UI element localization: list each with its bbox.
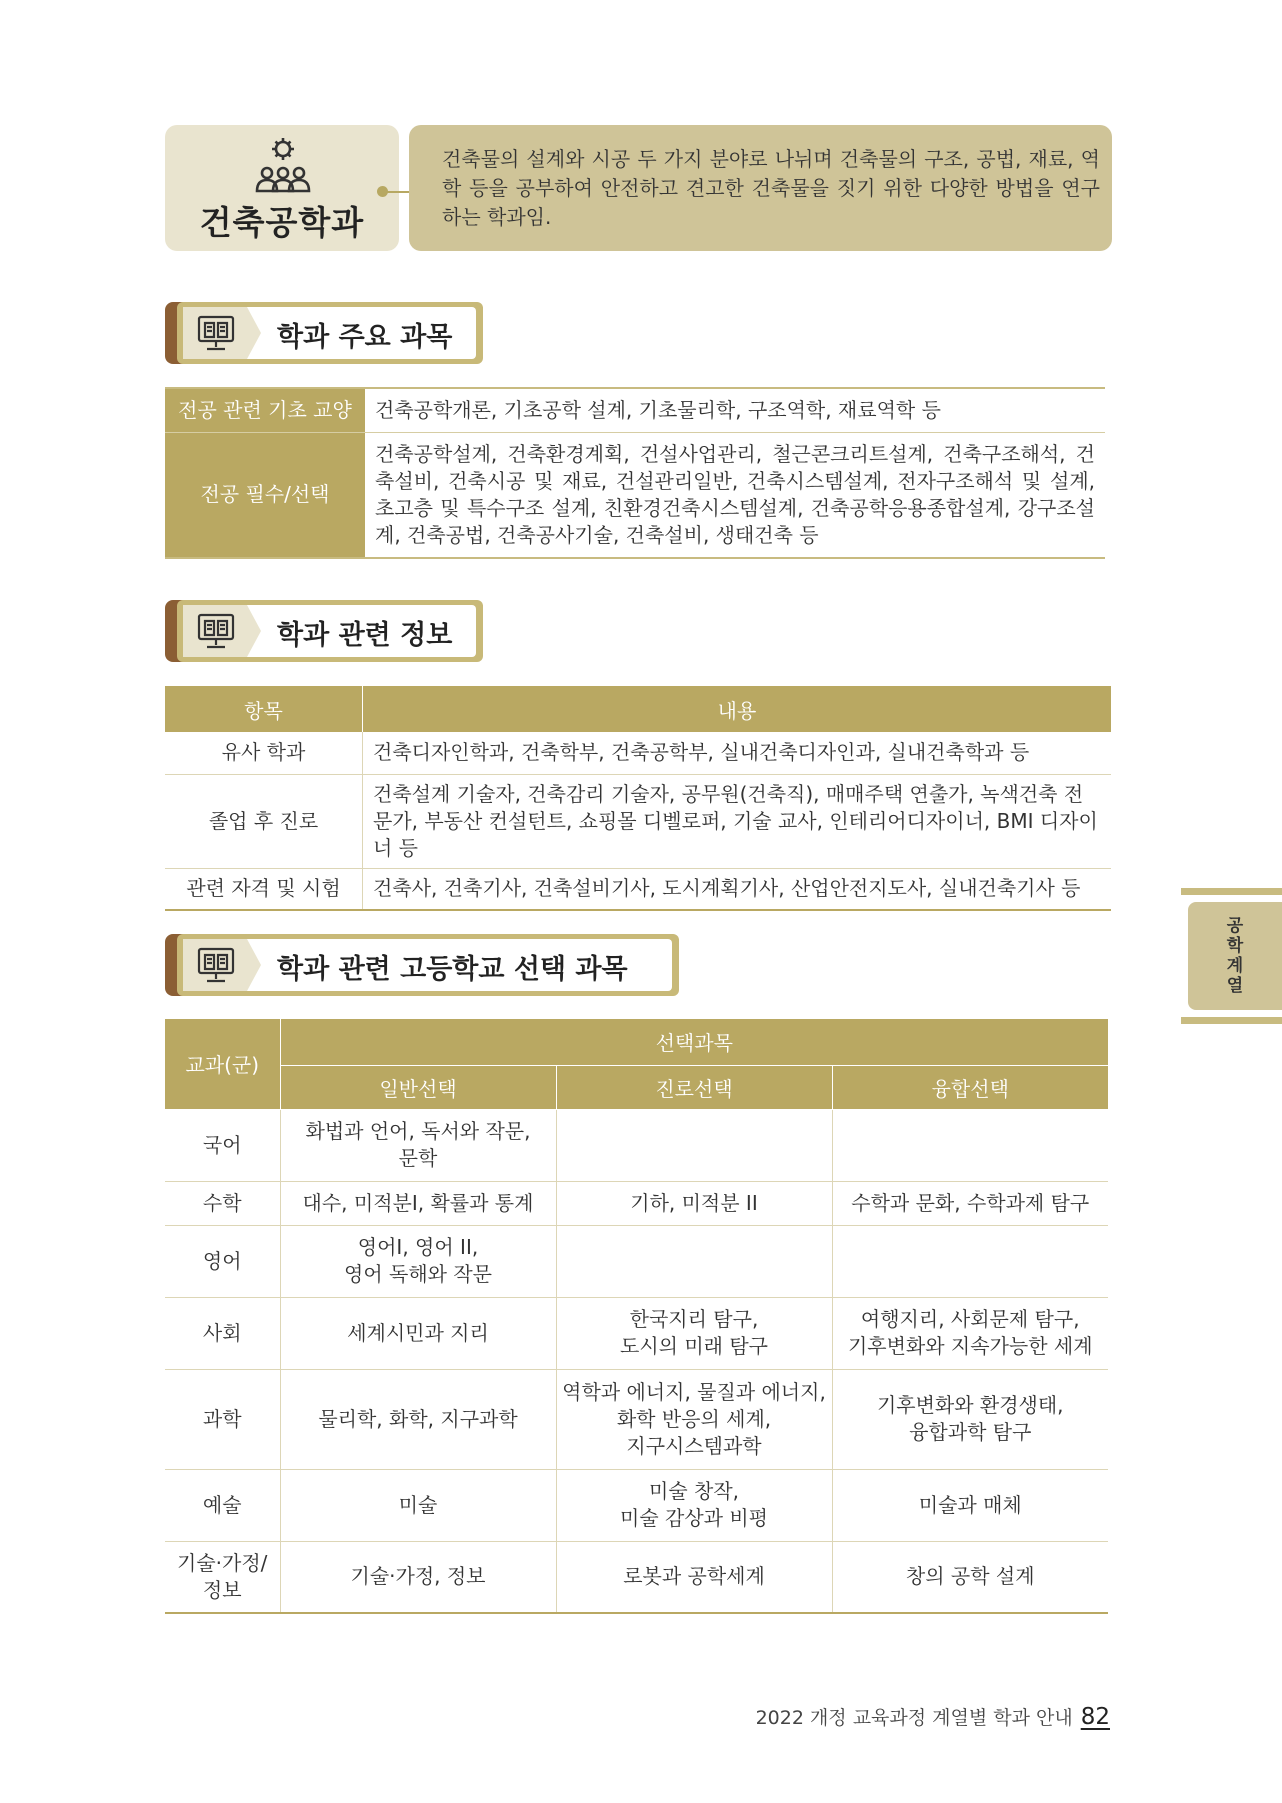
cell-general: 영어I, 영어 II, 영어 독해와 작문	[280, 1225, 556, 1297]
footer	[756, 1703, 1110, 1730]
row-label: 전공 관련 기초 교양	[165, 388, 365, 432]
section-title: 학과 관련 고등학교 선택 과목	[277, 954, 628, 985]
side-tab-rule	[1181, 888, 1282, 895]
row-subject: 국어	[165, 1109, 280, 1181]
row-content: 건축공학설계, 건축환경계획, 건설사업관리, 철근콘크리트설계, 건축구조해석, 건축설비, 건축시공 및 재료, 건설관리일반, 건축시스템설계, 전자구조해석 및 설계, 초고층 및 특수구조 설계, 친환경건축시스템설계, 건축공학응용종합설계, 강구조설계, 건축공법, 건축공사기술, 건축설비, 생태건축 등	[365, 432, 1105, 558]
side-tab-label: 공학계열	[1226, 916, 1244, 996]
cell-fusion: 여행지리, 사회문제 탐구, 기후변화와 지속가능한 세계	[832, 1297, 1108, 1369]
department-name-box	[165, 125, 399, 251]
cell-career	[556, 1109, 832, 1181]
cell-general: 미술	[280, 1469, 556, 1541]
row-subject: 기술·가정/ 정보	[165, 1541, 280, 1613]
table-row	[165, 1541, 1108, 1613]
cell-general: 물리학, 화학, 지구과학	[280, 1369, 556, 1469]
connector-dot	[377, 186, 388, 197]
row-item: 졸업 후 진로	[165, 774, 363, 868]
cell-career: 기하, 미적분 II	[556, 1181, 832, 1225]
column-header-fusion: 융합선택	[832, 1065, 1108, 1109]
side-tab	[1188, 902, 1282, 1010]
table-row	[165, 732, 1111, 774]
department-description: 건축물의 설계와 시공 두 가지 분야로 나뉘며 건축물의 구조, 공법, 재료, 역학 등을 공부하여 안전하고 견고한 건축물을 짓기 위한 다양한 방법을 연구하는 학과임.	[409, 125, 1112, 251]
cell-career: 한국지리 탐구, 도시의 미래 탐구	[556, 1297, 832, 1369]
cell-career: 미술 창작, 미술 감상과 비평	[556, 1469, 832, 1541]
table-row	[165, 774, 1111, 868]
cell-fusion: 수학과 문화, 수학과제 탐구	[832, 1181, 1108, 1225]
monitor-book-icon	[197, 947, 235, 985]
section-title: 학과 관련 정보	[277, 620, 453, 651]
column-header-group: 선택과목	[280, 1019, 1108, 1065]
column-header: 내용	[363, 686, 1112, 732]
major-subjects-table	[165, 387, 1105, 559]
row-item: 유사 학과	[165, 732, 363, 774]
column-header: 항목	[165, 686, 363, 732]
row-subject: 수학	[165, 1181, 280, 1225]
cell-fusion	[832, 1225, 1108, 1297]
row-content: 건축디자인학과, 건축학부, 건축공학부, 실내건축디자인과, 실내건축학과 등	[363, 732, 1112, 774]
cell-fusion: 창의 공학 설계	[832, 1541, 1108, 1613]
department-title: 건축공학과	[199, 203, 365, 242]
table-row	[165, 432, 1105, 558]
section-header-major-subjects	[165, 302, 483, 364]
cell-fusion: 기후변화와 환경생태, 융합과학 탐구	[832, 1369, 1108, 1469]
table-header-row	[165, 1019, 1108, 1065]
cell-general: 화법과 언어, 독서와 작문, 문학	[280, 1109, 556, 1181]
cell-career	[556, 1225, 832, 1297]
table-header-row	[165, 686, 1111, 732]
row-subject: 영어	[165, 1225, 280, 1297]
table-row	[165, 1109, 1108, 1181]
row-subject: 예술	[165, 1469, 280, 1541]
table-row	[165, 1225, 1108, 1297]
section-header-related-info	[165, 600, 483, 662]
table-row	[165, 1297, 1108, 1369]
table-header-row	[165, 1065, 1108, 1109]
cell-career: 로봇과 공학세계	[556, 1541, 832, 1613]
table-row	[165, 868, 1111, 910]
row-item: 관련 자격 및 시험	[165, 868, 363, 910]
cell-fusion: 미술과 매체	[832, 1469, 1108, 1541]
section-title: 학과 주요 과목	[277, 322, 453, 353]
footer-text: 2022 개정 교육과정 계열별 학과 안내	[755, 1707, 1073, 1729]
related-info-table	[165, 686, 1111, 911]
cell-fusion	[832, 1109, 1108, 1181]
cell-general: 대수, 미적분I, 확률과 통계	[280, 1181, 556, 1225]
cell-general: 기술·가정, 정보	[280, 1541, 556, 1613]
hs-courses-table	[165, 1019, 1108, 1614]
row-subject: 과학	[165, 1369, 280, 1469]
section-header-hs-courses	[165, 934, 679, 996]
monitor-book-icon	[197, 315, 235, 353]
column-header-general: 일반선택	[280, 1065, 556, 1109]
table-row	[165, 1181, 1108, 1225]
row-content: 건축공학개론, 기초공학 설계, 기초물리학, 구조역학, 재료역학 등	[365, 388, 1105, 432]
cell-general: 세계시민과 지리	[280, 1297, 556, 1369]
row-content: 건축설계 기술자, 건축감리 기술자, 공무원(건축직), 매매주택 연출가, 녹색건축 전문가, 부동산 컨설턴트, 쇼핑몰 디벨로퍼, 기술 교사, 인테리어디자이너, BMI 디자이너 등	[363, 774, 1112, 868]
page-number: 82	[1080, 1704, 1110, 1730]
table-row	[165, 1469, 1108, 1541]
column-header-career: 진로선택	[556, 1065, 832, 1109]
table-row	[165, 1369, 1108, 1469]
column-header-subject: 교과(군)	[165, 1019, 280, 1109]
side-tab-rule	[1181, 1017, 1282, 1024]
table-row	[165, 388, 1105, 432]
row-subject: 사회	[165, 1297, 280, 1369]
monitor-book-icon	[197, 613, 235, 651]
people-gear-icon	[251, 135, 315, 197]
row-label: 전공 필수/선택	[165, 432, 365, 558]
row-content: 건축사, 건축기사, 건축설비기사, 도시계획기사, 산업안전지도사, 실내건축기사 등	[363, 868, 1112, 910]
cell-career: 역학과 에너지, 물질과 에너지, 화학 반응의 세계, 지구시스템과학	[556, 1369, 832, 1469]
